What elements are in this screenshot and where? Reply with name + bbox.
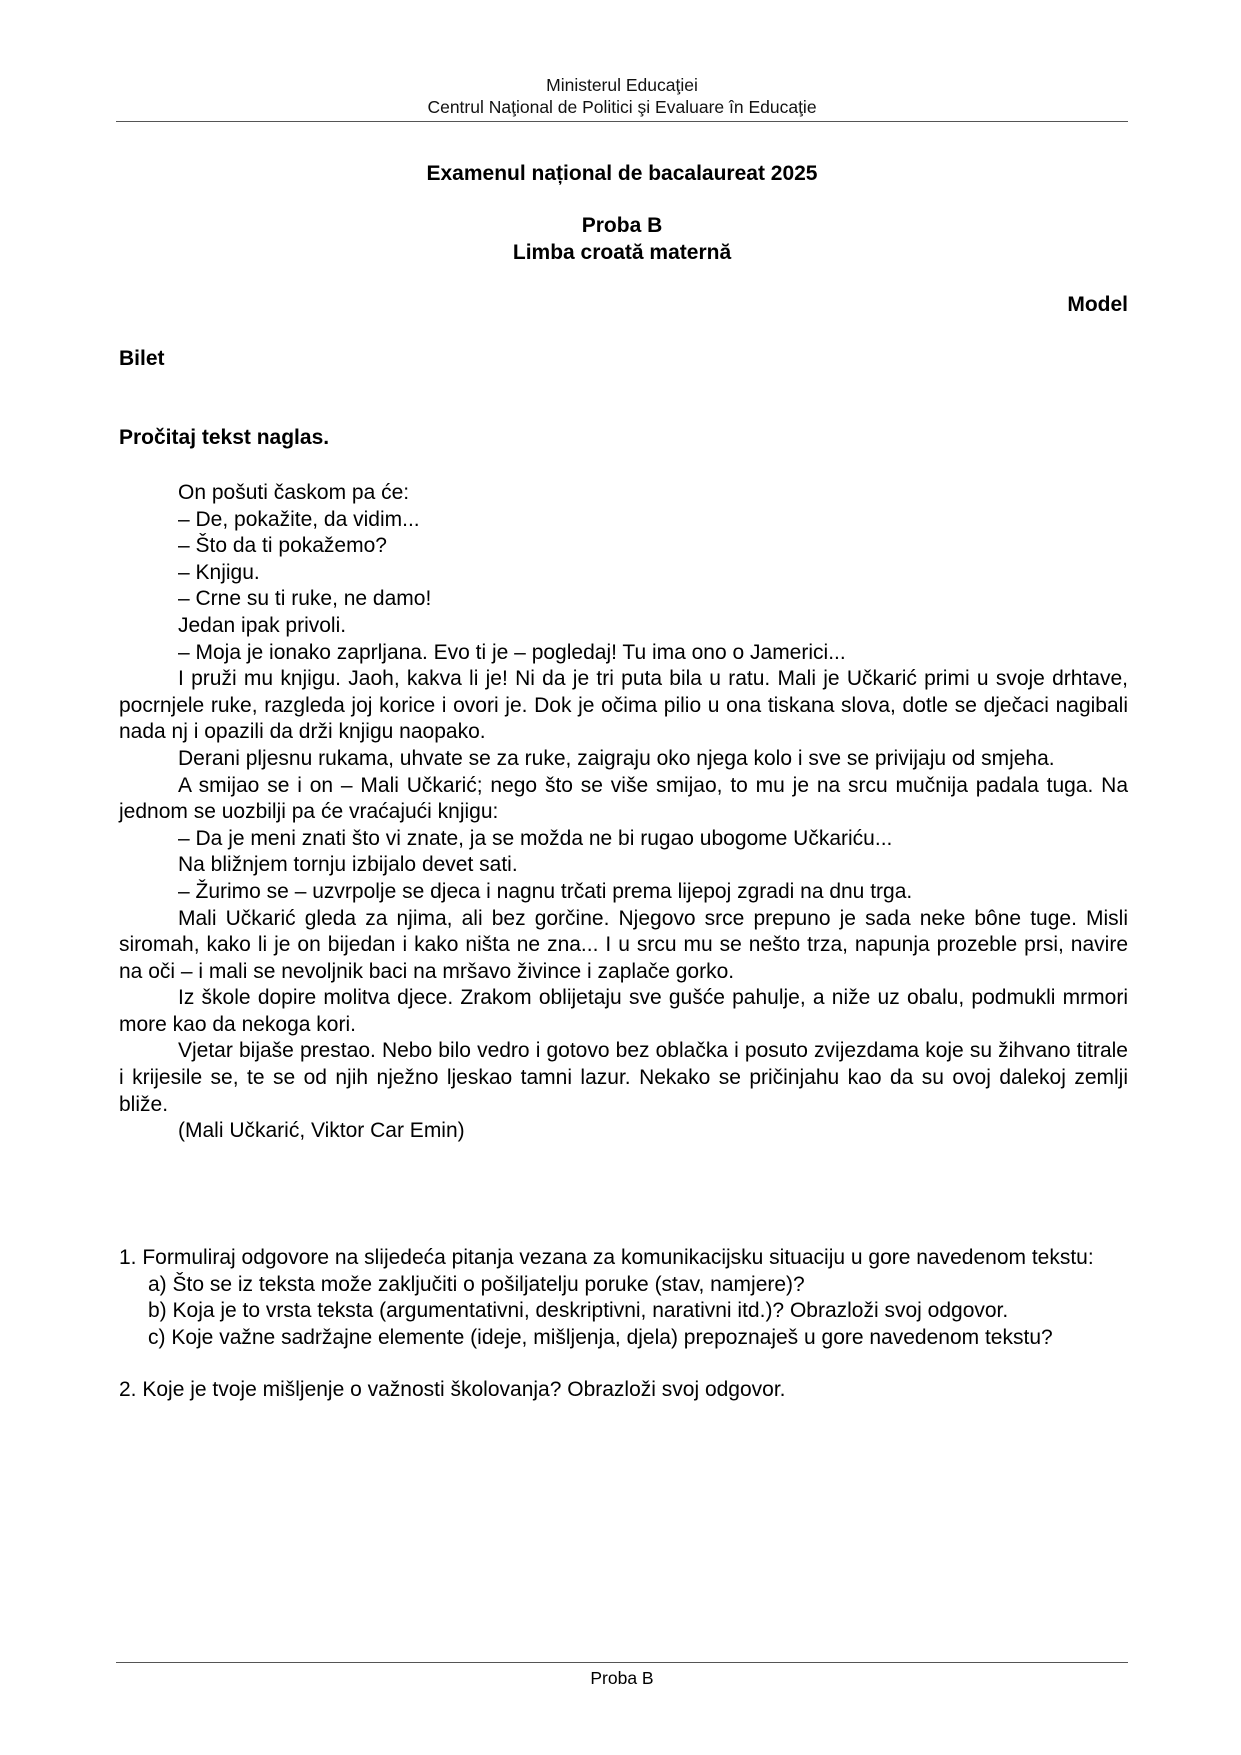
model-label: Model — [1067, 293, 1128, 316]
text-paragraph: I pruži mu knjigu. Jaoh, kakva li je! Ni da je tri puta bila u ratu. Mali je Učkarić primi u svoje drhtave, pocrnjele ruke, razgleda joj korice i ovori je. Dok je očima pilio u ona tiskana slova, dotle se dječaci nagibali nada nj i opazili da drži knjigu naopako. — [119, 667, 1128, 744]
text-paragraph: – Što da ti pokažemo? — [178, 534, 387, 558]
text-paragraph: Jedan ipak privoli. — [178, 613, 347, 637]
exam-title: Examenul național de bacalaureat 2025 — [426, 162, 818, 185]
question-1: 1. Formuliraj odgovore na slijedeća pitanja vezana za komunikacijsku situaciju u gore navedenom tekstu: — [119, 1246, 1094, 1269]
text-paragraph: – Knjigu. — [178, 560, 260, 584]
text-paragraph: – De, pokažite, da vidim... — [178, 507, 420, 531]
question-1b: b) Koja je to vrsta teksta (argumentativni, deskriptivni, narativni itd.)? Obrazloži svoj odgovor. — [148, 1299, 1009, 1323]
footer-divider — [116, 1662, 1128, 1663]
instruction: Pročitaj tekst naglas. — [119, 426, 330, 449]
question-2: 2. Koje je tvoje mišljenje o važnosti školovanja? Obrazloži svoj odgovor. — [119, 1378, 786, 1402]
bilet-label: Bilet — [119, 347, 165, 370]
text-paragraph: On pošuti časkom pa će: — [178, 481, 410, 504]
subject-label: Limba croată maternă — [512, 241, 732, 264]
questions — [119, 1245, 1128, 1404]
header-ministry: Ministerul Educaţiei — [546, 75, 698, 95]
question-1a: a) Što se iz teksta može zaključiti o pošiljatelju poruke (stav, namjere)? — [148, 1272, 805, 1296]
header-divider — [116, 121, 1128, 122]
reading-text — [119, 480, 1128, 1145]
header-center: Centrul Naţional de Politici şi Evaluare în Educaţie — [427, 97, 817, 117]
text-paragraph: – Crne su ti ruke, ne damo! — [178, 587, 432, 611]
text-paragraph: Iz škole dopire molitva djece. Zrakom oblijetaju sve gušće pahulje, a niže uz obalu, podmukli mrmori more kao da nekoga kori. — [119, 986, 1128, 1036]
proba-label: Proba B — [581, 214, 663, 237]
text-paragraph: Vjetar bijaše prestao. Nebo bilo vedro i gotovo bez oblačka i posuto zvijezdama koje su žihvano titrale i krijesile se, te se od njih nježno ljeskao tamni lazur. Nekako se pričinjahu kao da su ovoj dalekoj zemlji bliže. — [119, 1039, 1128, 1116]
text-paragraph: – Žurimo se – uzvrpolje se djeca i nagnu trčati prema lijepoj zgradi na dnu trga. — [178, 879, 913, 903]
text-source: (Mali Učkarić, Viktor Car Emin) — [178, 1119, 465, 1143]
text-paragraph: – Da je meni znati što vi znate, ja se možda ne bi rugao ubogome Učkariću... — [178, 826, 893, 850]
question-1c: c) Koje važne sadržajne elemente (ideje, mišljenja, djela) prepoznaješ u gore navedenom tekstu? — [148, 1325, 1053, 1349]
text-paragraph: Mali Učkarić gleda za njima, ali bez gorčine. Njegovo srce prepuno je sada neke bône tuge. Misli siromah, kako li je on bijedan i kako ništa ne zna... I u srcu mu se nešto trza, napunja prozeble prsi, navire na oči – i mali se nevoljnik baci na mršavo živince i zaplače gorko. — [119, 906, 1128, 983]
footer-label: Proba B — [590, 1668, 654, 1688]
text-paragraph: Na bližnjem tornju izbijalo devet sati. — [178, 853, 518, 877]
text-paragraph: Derani pljesnu rukama, uhvate se za ruke, zaigraju oko njega kolo i sve se privijaju od smjeha. — [178, 746, 1055, 770]
text-paragraph: – Moja je ionako zaprljana. Evo ti je – pogledaj! Tu ima ono o Jamerici... — [178, 640, 846, 664]
text-paragraph: A smijao se i on – Mali Učkarić; nego što se više smijao, to mu je na srcu mučnija padala tuga. Na jednom se uozbilji pa će vraćajući knjigu: — [119, 773, 1128, 824]
